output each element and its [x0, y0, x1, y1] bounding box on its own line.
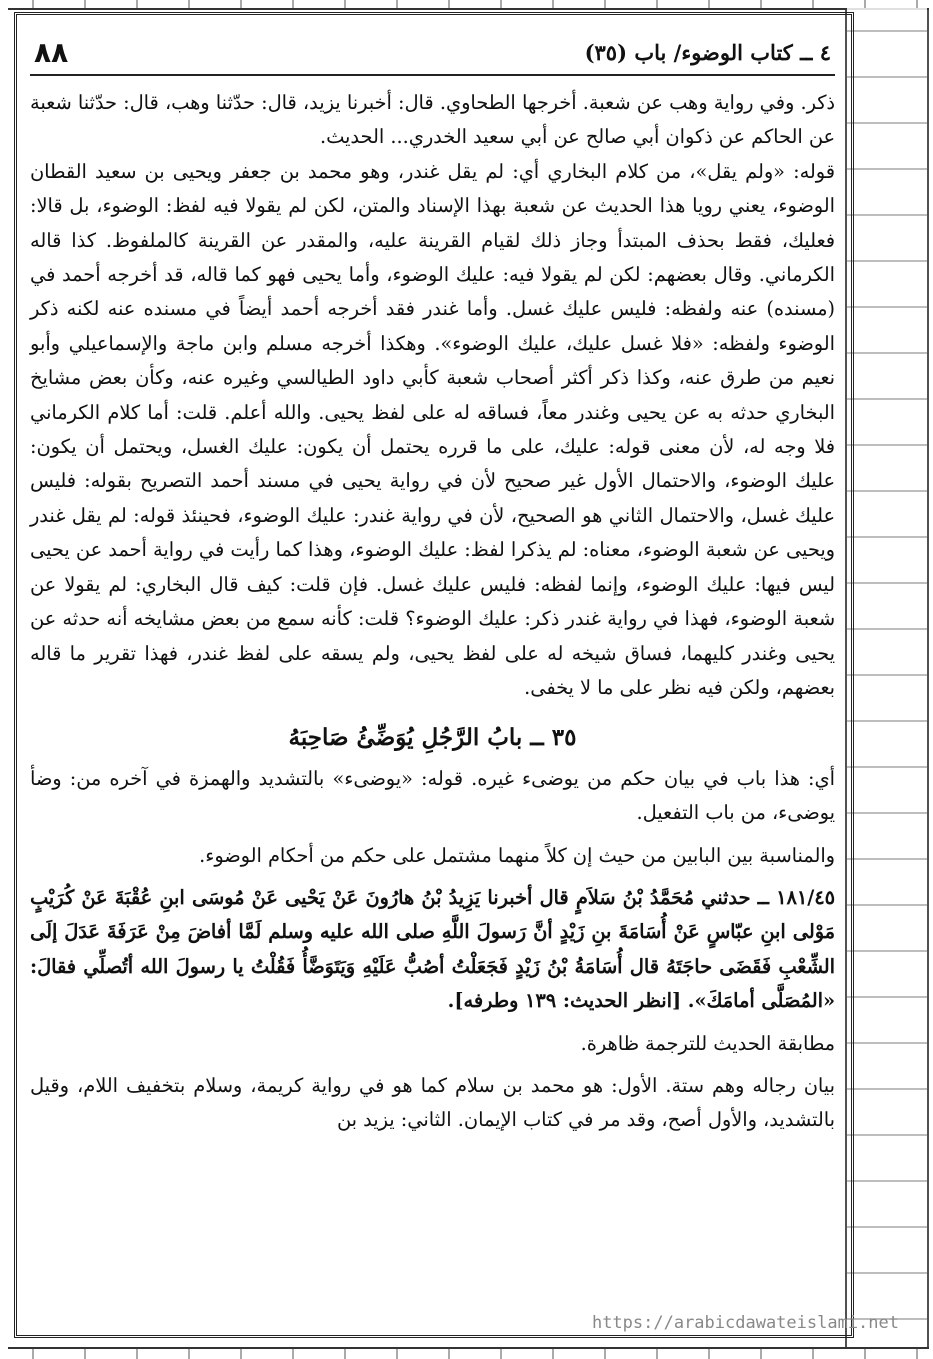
page-body: [30, 86, 835, 1138]
paragraph: بيان رجاله وهم ستة. الأول: هو محمد بن سلام كما هو في رواية كريمة، وسلام بتخفيف اللام، وقيل بالتشديد، والأول أصح، وقد مر في كتاب الإيمان. الثاني: يزيد بن: [30, 1073, 835, 1132]
page-number: ٨٨: [34, 35, 69, 69]
paragraph: أي: هذا باب في بيان حكم من يوضىء غيره. قوله: «يوضىء» بالتشديد والهمزة في آخره من: وضأ يوضىء، من باب التفعيل.: [30, 766, 835, 825]
paragraph: مطابقة الحديث للترجمة ظاهرة.: [580, 1031, 835, 1055]
paragraph: ذكر. وفي رواية وهب عن شعبة. أخرجها الطحاوي. قال: أخبرنا يزيد، قال: حدّثنا وهب، قال: حدّثنا شعبة عن الحاكم عن ذكوان أبي صالح عن أبي سعيد الخدري... الحديث.: [30, 91, 835, 149]
bottom-ornament-border: [8, 1347, 929, 1359]
paragraph: قوله: «ولم يقل»، من كلام البخاري أي: لم يقل غندر، وهو محمد بن جعفر ويحيى بن سعيد القطان الوضوء، يعني رويا هذا الحديث عن شعبة بهذا الإسناد والمتن، لكن لم يقولا فيه لفظ: الوضوء، بل قالا: فعليك، فقط بحذف المبتدأ وجاز ذلك لقيام القرينة عليه، والمقدر عن القرينة كالملفوظ. كذا قاله الكرماني. وقال بعضهم: لكن لم يقولا فيه: عليك الوضوء، وأما يحيى فهو كما قاله، قد أخرجه أحمد في (مسنده) عنه ولفظه: فليس عليك غسل. وأما غندر فقد أخرجه أحمد أيضاً في مسنده عنه لكنه ذكر الوضوء ولفظه: «فلا غسل عليك، عليك الوضوء». وهكذا أخرجه مسلم وابن ماجة والإسماعيلي وأبو نعيم من طرق عنه، وكذا ذكر أكثر أصحاب شعبة كأبي داود الطيالسي وغيره عنه، وكأن بعض مشايخ البخاري حدثه به عن يحيى وغندر معاً، فساقه له على لفظ يحيى. والله أعلم. قلت: أما كلام الكرماني فلا وجه له، لأن معنى قوله: عليك، على ما قرره يحتمل أن يكون: عليك الغسل، ويحتمل أن يكون: عليك الوضوء، والاحتمال الأول غير صحيح لأن في رواية يحيى في مسند أحمد التصريح بقوله: فليس عليك غسل، والاحتمال الثاني هو الصحيح، لأن في رواية غندر: عليك الوضوء، فحينئذ قوله: لم يقل غندر ويحيى عن شعبة الوضوء، معناه: لم يذكرا لفظ: عليك الوضوء، وهذا كما رأيت في رواية أحمد عن يحيى ليس فيها: عليك الوضوء، وإنما لفظه: فليس عليك غسل. فإن قلت: كيف قال البخاري: لم يقولا عن شعبة الوضوء، فهذا في رواية غندر ذكر: عليك الوضوء؟ قلت: كأنه سمع من بعض مشايخه أنه حدثه عن يحيى وغندر كليهما، فساق شيخه له على لفظ يحيى، ولم يسقه على لفظ غندر، فهذا تقرير ما قاله بعضهم، ولكن فيه نظر على ما لا يخفى.: [30, 159, 835, 699]
page: [30, 30, 835, 1330]
right-ornament-border: [845, 8, 929, 1351]
running-head: ٤ ــ كتاب الوضوء/ باب (٣٥): [584, 39, 831, 65]
hadith-text: ١٨١/٤٥ ــ حدثني مُحَمَّدُ بْنُ سَلاَمٍ قال أخبرنا يَزِيدُ بْنُ هارُونَ عَنْ يَحْيى عَنْ مُوسَى ابنِ عُقْبَةَ عَنْ كُرَيْبٍ مَوْلى ابنِ عبّاسٍ عَنْ أُسَامَةَ بنِ زَيْدٍ أنَّ رَسولَ اللَّهِ صلى الله عليه وسلم لَمَّا أفاضَ مِنْ عَرَفَةَ عَدَلَ إلَى الشِّعْبِ فَقَضَى حاجَتَهُ قال أُسَامَةُ بْنُ زَيْدٍ فَجَعَلْتُ أصُبُّ عَلَيْهِ وَيَتَوَضَّأُ فَقُلْتُ يا رسولَ الله أتُصلِّي فقالَ: «المُصَلَّى أمامَكَ». [انظر الحديث: ١٣٩ وطرفه].: [30, 885, 835, 1013]
chapter-title: ٣٥ ــ بابُ الرَّجُلِ يُوَضِّئُ صَاحِبَهُ: [288, 724, 577, 752]
top-ornament-border: [8, 0, 929, 10]
paragraph: والمناسبة بين البابين من حيث إن كلاً منهما مشتمل على حكم من أحكام الوضوء.: [199, 843, 835, 867]
page-header: [30, 30, 835, 76]
watermark-url: https://arabicdawateislami.net: [591, 1313, 899, 1333]
